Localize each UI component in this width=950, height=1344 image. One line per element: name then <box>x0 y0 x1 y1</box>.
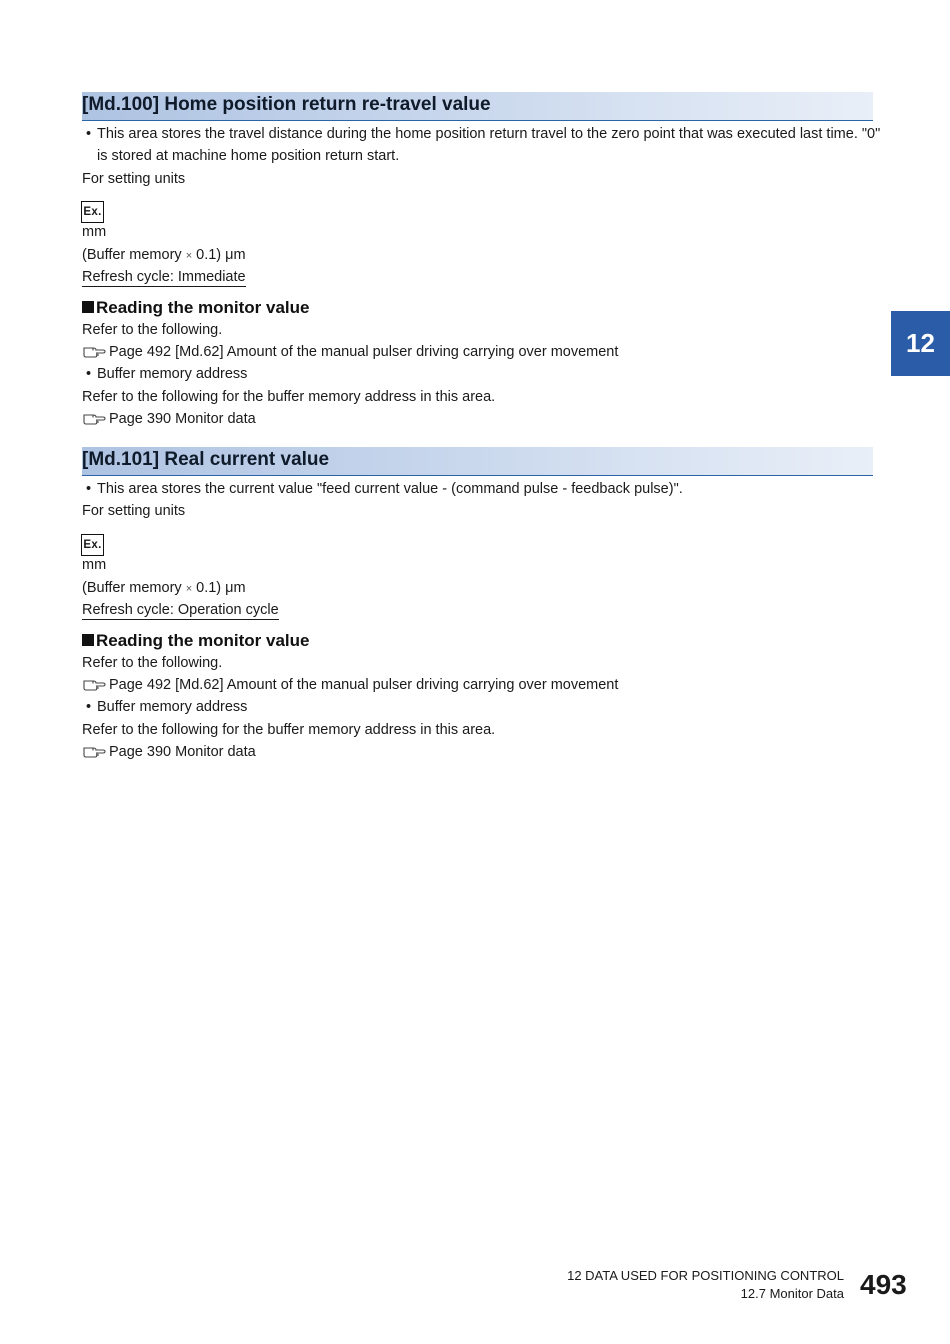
unit-formula: (Buffer memory × 0.1) μm <box>82 580 246 596</box>
refer-buffer-text: Refer to the following for the buffer memory address in this area. <box>82 722 496 738</box>
page-number: 493 <box>860 1269 907 1300</box>
section-header-md101 <box>82 447 873 476</box>
unit-text: mm <box>82 557 107 573</box>
footer-section: 12.7 Monitor Data <box>740 1286 844 1301</box>
pointing-hand-icon <box>82 344 109 360</box>
description-text: This area stores the travel distance during the home position return travel to the zero point that was executed last time. "0" is stored at machine home position return start. <box>97 126 881 164</box>
example-badge: Ex. <box>81 201 104 223</box>
pointing-hand-icon <box>82 411 109 427</box>
unit-text: mm <box>82 224 107 240</box>
section-header-md100 <box>82 92 873 121</box>
bullet-dot: • <box>86 366 92 382</box>
bullet-dot: • <box>86 126 92 142</box>
pointing-hand-icon <box>82 677 109 693</box>
reference-link-md62[interactable]: Page 492 [Md.62] Amount of the manual pulser driving carrying over movement <box>82 676 618 694</box>
monitor-subheading: Reading the monitor value <box>82 631 309 651</box>
bullet-dot: • <box>86 699 92 715</box>
unit-formula: (Buffer memory × 0.1) μm <box>82 247 246 263</box>
setting-units-label: For setting units <box>82 171 186 187</box>
setting-units-label: For setting units <box>82 503 186 519</box>
description-text: This area stores the current value "feed current value - (command pulse - feedback pulse)". <box>97 481 683 497</box>
buffer-memory-bullet: Buffer memory address <box>97 366 248 382</box>
pointing-hand-icon <box>82 744 109 760</box>
square-bullet-icon <box>82 301 94 313</box>
section-title: [Md.100] Home position return re-travel value <box>82 94 491 115</box>
reference-link-monitor-data[interactable]: Page 390 Monitor data <box>82 410 256 428</box>
refresh-cycle: Refresh cycle: Immediate <box>82 269 246 285</box>
section-title: [Md.101] Real current value <box>82 449 330 470</box>
refer-text: Refer to the following. <box>82 655 223 671</box>
reference-link-monitor-data[interactable]: Page 390 Monitor data <box>82 743 256 761</box>
example-badge: Ex. <box>81 534 104 556</box>
footer-chapter: 12 DATA USED FOR POSITIONING CONTROL <box>567 1268 844 1283</box>
refer-buffer-text: Refer to the following for the buffer memory address in this area. <box>82 389 496 405</box>
buffer-memory-bullet: Buffer memory address <box>97 699 248 715</box>
square-bullet-icon <box>82 634 94 646</box>
refresh-cycle: Refresh cycle: Operation cycle <box>82 602 279 618</box>
bullet-dot: • <box>86 481 92 497</box>
monitor-subheading: Reading the monitor value <box>82 298 309 318</box>
refer-text: Refer to the following. <box>82 322 223 338</box>
chapter-tab: 12 <box>891 311 950 376</box>
reference-link-md62[interactable]: Page 492 [Md.62] Amount of the manual pulser driving carrying over movement <box>82 343 618 361</box>
